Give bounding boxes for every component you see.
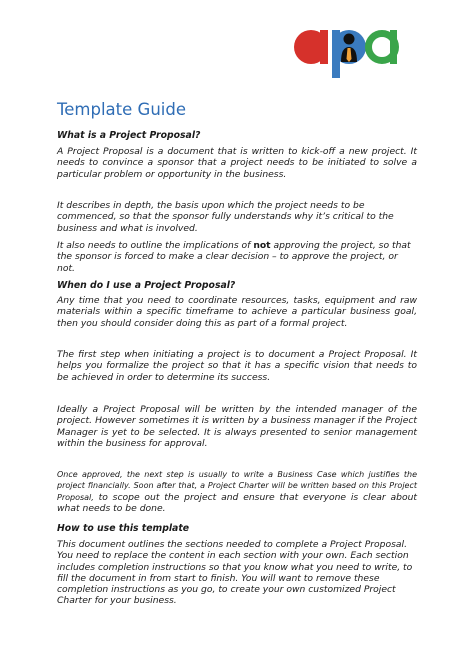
what-p3-after: approving the project, so that the sponsor is forced to make a clear decision – to approve the project, or not.: [57, 240, 411, 274]
when-paragraph-3: Ideally a Project Proposal will be written by the intended manager of the project. However sometimes it is written by a business manager if the Project Manager is yet to be selected. It is always presented to senior management within the business for approval.: [57, 404, 417, 449]
what-p3-before: It also needs to outline the implications of: [57, 240, 254, 251]
logo-person-head: [344, 34, 355, 45]
when-paragraph-2: The first step when initiating a project is to document a Project Proposal. It helps you formalize the project so that it has a specific vision that needs to be achieved in order to determine its success.: [57, 349, 417, 383]
what-paragraph-1: A Project Proposal is a document that is written to kick-off a new project. It needs to convince a sponsor that a project needs to be initiated to solve a particular problem or opportunity in the business.: [57, 146, 417, 180]
logo-green-stem: [390, 30, 397, 64]
heading-how: How to use this template: [57, 523, 190, 534]
what-p3-bold: not: [253, 240, 271, 251]
page-title: Template Guide: [57, 100, 186, 119]
company-logo: [292, 26, 400, 78]
heading-what: What is a Project Proposal?: [57, 130, 201, 141]
what-paragraph-2: It describes in depth, the basis upon which the project needs to be commenced, so that the sponsor fully understands why it’s critical to the business and what is involved.: [57, 200, 394, 234]
how-paragraph-1: This document outlines the sections needed to complete a Project Proposal. You need to replace the content in each section with your own. Each section includes completion instructions so that you know what you need to write, to fill the document in from start to finish. You will want to remove these completion instructions as you go, to create your own customized Project Charter for your business.: [57, 539, 413, 607]
logo-blue-stem: [332, 30, 340, 78]
heading-when: When do I use a Project Proposal?: [57, 280, 236, 291]
what-paragraph-3: [57, 240, 417, 274]
when-paragraph-4: [57, 469, 417, 514]
when-paragraph-1: Any time that you need to coordinate resources, tasks, equipment and raw materials within a specific timeframe to achieve a particular business goal, then you should consider doing this as part of a formal project.: [57, 295, 417, 329]
when-p4-normal: to scope out the project and ensure that everyone is clear about what needs to be done.: [57, 491, 417, 514]
logo-red-stem: [320, 30, 328, 64]
when-p4-small: Once approved, the next step is usually to write a Business Case which justifies the project financially. Soon after that, a Project Charter will be written based on this Project Proposal,: [57, 470, 417, 502]
